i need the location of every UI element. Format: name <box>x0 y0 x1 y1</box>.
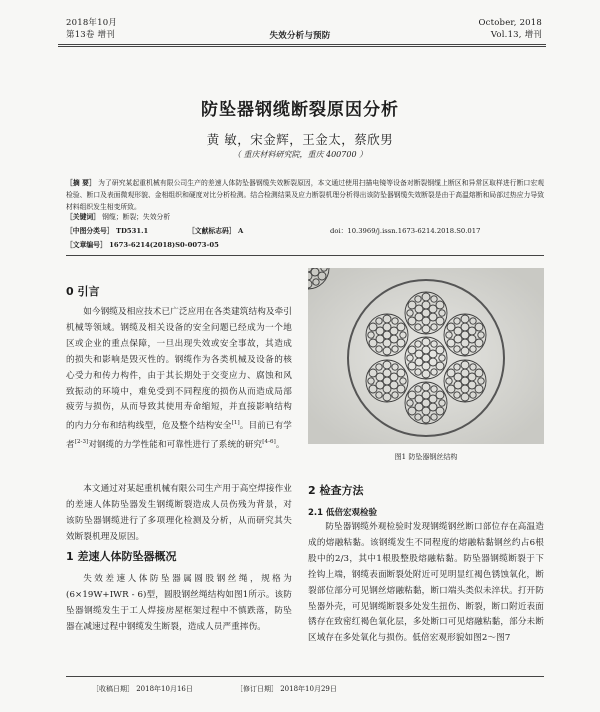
section-1-paragraph-1: 失效差速人体防坠器属圆股钢丝绳，规格为(6×19W+IWR - 6)型，圆股钢丝绳结构如图1所示。该防坠器钢缆发生于工人焊接房屋框架过程中不慎跌落，防坠器在减速过程中钢缆发生断裂，造成人员严重摔伤。 <box>66 574 292 632</box>
journal-volume: 第13卷 增刊 <box>66 30 115 40</box>
section-0-paragraph-1: 如今钢缆及相应技术已广泛应用在各类建筑结构及牵引机械等领域。钢缆及相关设备的安全问题已经成为一个地区或企业的重点保障，一旦出现失效或安全事故，其造成的损失和影响是毁灭性的。钢缆作为各类机械及设备的核心受力和传力构件，由于其长期处于交变应力、腐蚀和风致振动的环境中，难免受到不同程度的损伤从而造成局部疲劳与损伤，从而导致其使用寿命缩短，并直接影响结构的内力分布和结构线型，危及整个结构安全[1]。目前已有学者[2-3]对钢缆的力学性能和可靠性进行了系统的研究[4-6]。 <box>66 307 292 450</box>
authors: 黄 敏，宋金辉，王金太，蔡欣男 <box>206 132 394 147</box>
abstract-label: ［摘 要］ <box>66 179 96 187</box>
section-2-heading: 2 检查方法 <box>308 484 364 497</box>
subsection-2-1-heading: 2.1 低倍宏观检验 <box>308 508 378 518</box>
ref-2: [2-3] <box>74 439 89 446</box>
figure-1-photo <box>308 268 544 444</box>
wire-rope-cross-section-image <box>308 268 544 444</box>
keywords <box>66 212 170 222</box>
keywords-text: 钢缆；断裂；失效分析 <box>102 213 171 221</box>
header-rule <box>58 44 546 45</box>
section-1-heading: 1 差速人体防坠器概况 <box>66 550 177 563</box>
article-number: ［文章编号］ 1673-6214(2018)S0-0073-05 <box>66 241 219 249</box>
keywords-label: ［关键词］ <box>66 213 100 221</box>
journal-volume-en: Vol.13, 增刊 <box>490 30 542 40</box>
journal-date-en: October, 2018 <box>478 18 542 28</box>
abstract <box>66 177 544 213</box>
journal-name: 失效分析与预防 <box>269 31 331 41</box>
header-rule-2 <box>58 46 546 47</box>
received-date: ［收稿日期］ 2018年10月16日 <box>92 685 193 693</box>
ref-1: [1] <box>231 420 240 427</box>
revised-date: ［修订日期］ 2018年10月29日 <box>236 685 337 693</box>
figure-1-caption: 图1 防坠器钢丝结构 <box>394 453 458 461</box>
footer-rule <box>66 676 544 677</box>
affiliation: （ 重庆材料研究院，重庆 400700 ） <box>232 150 368 159</box>
abstract-text: 为了研究某起重机械有限公司生产的差速人体防坠器钢缆失效断裂原因，本文通过使用扫描电镜等设备对断裂钢缆上断区和异常区取样进行断口宏观检验、断口及表面微观形貌、金相组织和硬度对比分析检测。结合检测结果及应力断裂机理分析得出该防坠器钢缆失效断裂是由于高温熔断和局部过热应力导致材料组织发生相变所致。 <box>66 179 544 211</box>
section-2-paragraph-1: 防坠器钢缆外观检验时发现钢缆钢丝断口部位存在高温造成的熔融粘黏。该钢缆发生不同程度的熔融粘黏钢丝约占6根股中的2/3，其中1根股整股熔融粘黏。防坠器钢缆断裂于下拴钩上端，钢缆表面断裂处附近可见明显红褐色锈蚀氧化，断裂部位部分可见钢丝熔融粘黏，断口端头类似未淬状。打开防坠器外壳，可见钢缆断裂多处发生扭伤、断裂，断口附近表面锈存在致密红褐色氧化层，多处断口可见熔融粘黏，部分未断区域存在多处氧化与损伤。低倍宏观形貌如图2～图7 <box>308 522 544 644</box>
paper-title: 防坠器钢缆断裂原因分析 <box>201 100 399 120</box>
abstract-rule <box>66 255 544 256</box>
doc-code: ［文献标志码］ A <box>188 227 244 235</box>
clc-number: ［中图分类号］ TD531.1 <box>66 227 149 235</box>
section-0-paragraph-2: 本文通过对某起重机械有限公司生产用于高空焊接作业的差速人体防坠器发生钢缆断裂造成人员伤残为背景，对该防坠器钢缆进行了多项理化检测及分析，从而研究其失效断裂机理及原因。 <box>66 484 292 542</box>
journal-date: 2018年10月 <box>66 18 118 28</box>
doi: doi：10.3969/j.issn.1673-6214.2018.S0.017 <box>330 227 481 235</box>
ref-3: [4-6] <box>262 439 276 446</box>
section-0-heading: 0 引言 <box>66 285 100 298</box>
